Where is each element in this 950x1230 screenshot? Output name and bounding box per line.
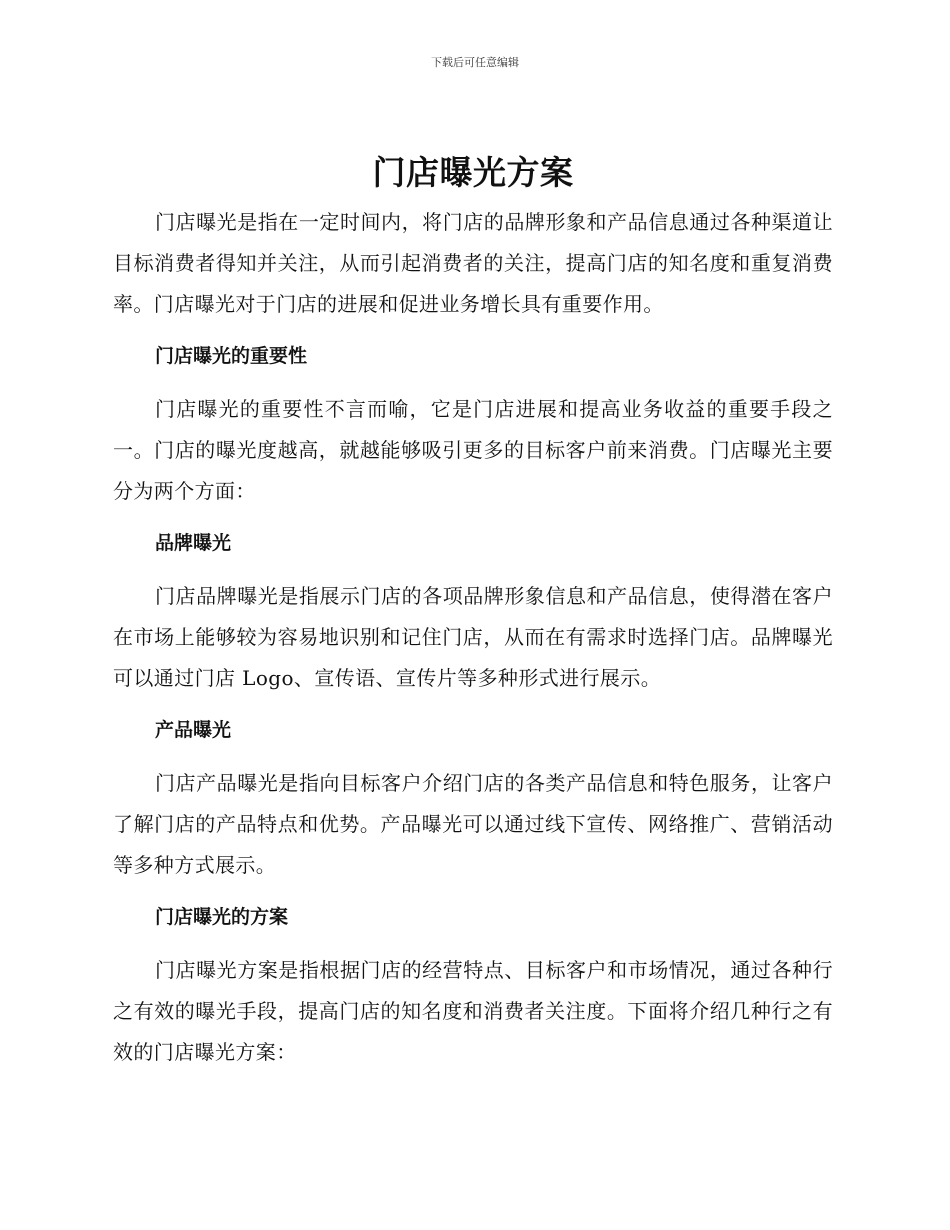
document-title: 门店曝光方案 <box>372 153 574 192</box>
heading-product-exposure: 产品曝光 <box>155 719 232 741</box>
heading-brand-exposure: 品牌曝光 <box>155 532 232 554</box>
intro-paragraph: 门店曝光是指在一定时间内，将门店的品牌形象和产品信息通过各种渠道让目标消费者得知并关注，从而引起消费者的关注，提高门店的知名度和重复消费率。门店曝光对于门店的进展和促进业务增长具有重要作用。 <box>113 210 833 316</box>
heading-importance: 门店曝光的重要性 <box>155 345 308 367</box>
brand-exposure-paragraph: 门店品牌曝光是指展示门店的各项品牌形象信息和产品信息，使得潜在客户在市场上能够较为容易地识别和记住门店，从而在有需求时选择门店。品牌曝光可以通过门店 Logo、宣传语、宣传片等多种形式进行展示。 <box>113 584 833 690</box>
exposure-plan-paragraph: 门店曝光方案是指根据门店的经营特点、目标客户和市场情况，通过各种行之有效的曝光手段，提高门店的知名度和消费者关注度。下面将介绍几种行之有效的门店曝光方案： <box>113 958 833 1064</box>
document-content <box>113 150 833 1087</box>
heading-exposure-plan: 门店曝光的方案 <box>155 906 289 928</box>
product-exposure-paragraph: 门店产品曝光是指向目标客户介绍门店的各类产品信息和特色服务，让客户了解门店的产品特点和优势。产品曝光可以通过线下宣传、网络推广、营销活动等多种方式展示。 <box>113 771 833 877</box>
header-note: 下载后可任意编辑 <box>431 56 519 69</box>
importance-paragraph: 门店曝光的重要性不言而喻，它是门店进展和提高业务收益的重要手段之一。门店的曝光度越高，就越能够吸引更多的目标客户前来消费。门店曝光主要分为两个方面： <box>113 397 833 503</box>
